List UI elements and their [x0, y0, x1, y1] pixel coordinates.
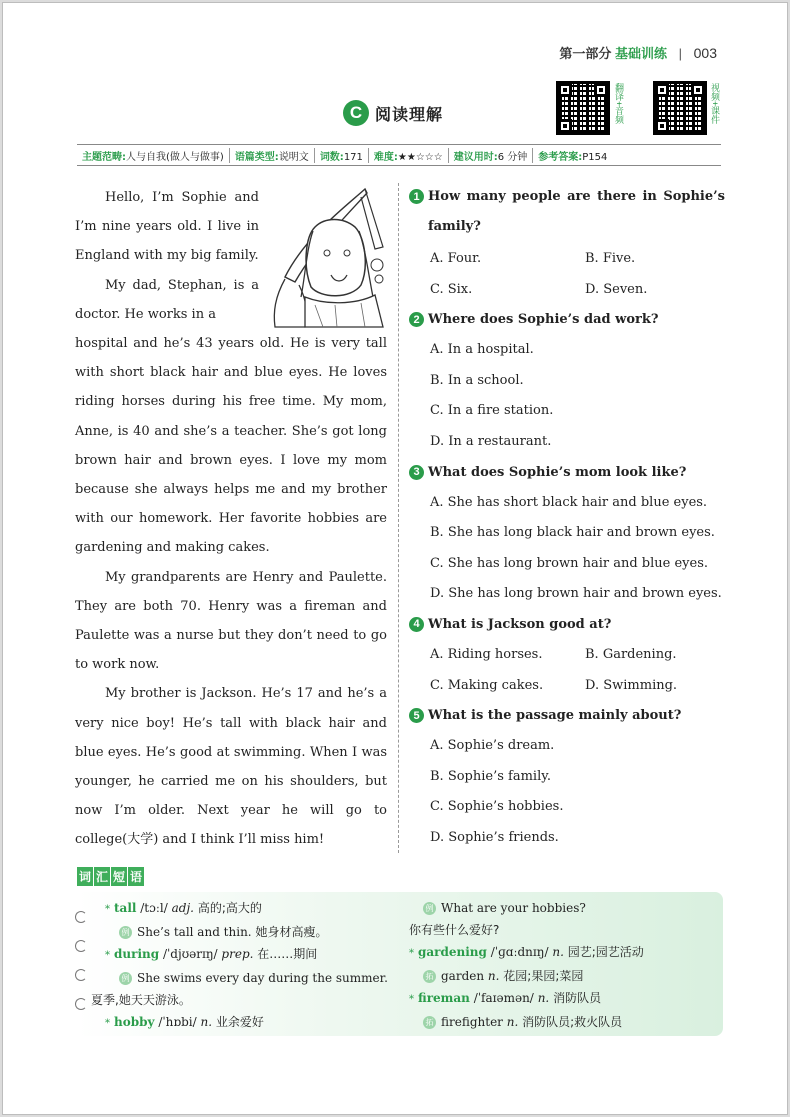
page-number: 003	[693, 45, 717, 61]
option-b[interactable]: B. In a school.	[430, 372, 524, 388]
question-number-icon: 2	[409, 312, 424, 327]
question-2	[409, 305, 725, 457]
section-logo-icon: C	[343, 100, 369, 126]
meta-time: 建议用时:6 分钟	[449, 148, 534, 163]
passage-paragraph-2b: hospital and he’s 43 years old. He is very tall with short black hair and blue eyes. He loves riding horses during his free time. My mom, Anne, is 40 and she’s a teacher. She’s got long brown hair and brown eyes. I love my mom because she always helps me and my brother with our homework. Her favorite hobbies are gardening and making cakes.	[75, 336, 387, 556]
question-5	[409, 701, 725, 853]
vocab-ext-fireman: 拓 firefighter n. 消防队员;救火队员	[409, 1011, 644, 1033]
meta-word-count: 词数:171	[315, 148, 369, 163]
vocab-example-during-zh: 夏季,她天天游泳。	[91, 993, 191, 1007]
question-number-icon: 5	[409, 708, 424, 723]
option-c[interactable]: C. Making cakes.	[430, 677, 544, 693]
binder-ring-icon	[75, 940, 87, 952]
option-b[interactable]: B. Sophie’s family.	[430, 768, 551, 784]
question-4	[409, 610, 725, 701]
vocab-entry-fireman: * fireman /ˈfaɪəmən/ n. 消防队员	[409, 991, 602, 1005]
option-b[interactable]: B. Five.	[585, 251, 636, 266]
question-number-icon: 3	[409, 465, 424, 480]
option-b[interactable]: B. Gardening.	[585, 646, 677, 662]
example-icon: 例	[119, 972, 132, 985]
section-title	[343, 100, 443, 126]
vocab-section-label: 词 汇 短 语	[77, 867, 144, 886]
vocab-example-hobby: 例 What are your hobbies?	[409, 897, 644, 919]
vocab-entry-gardening: * gardening /ˈɡɑːdnɪŋ/ n. 园艺;园艺活动	[409, 945, 644, 959]
vocab-example-tall: 例 She’s tall and thin. 她身材高瘦。	[105, 921, 388, 943]
option-c[interactable]: C. Six.	[430, 281, 473, 297]
vocab-entry-hobby: * hobby /ˈhɒbi/ n. 业余爱好	[105, 1015, 264, 1029]
meta-topic: 主题范畴:人与自我(做人与做事)	[77, 148, 230, 163]
question-number-icon: 1	[409, 189, 424, 204]
vocab-example-during: 例 She swims every day during the summer.	[105, 967, 388, 989]
option-d[interactable]: D. Seven.	[585, 281, 648, 297]
option-d[interactable]: D. In a restaurant.	[430, 433, 552, 449]
question-text: How many people are there in Sophie’s family?	[428, 189, 725, 234]
qr-code-translation[interactable]	[556, 81, 610, 135]
option-a[interactable]: A. Sophie’s dream.	[430, 738, 555, 754]
passage-paragraph-1: Hello, I’m Sophie and I’m nine years old. I live in England with my big family.	[75, 190, 259, 264]
example-icon: 例	[423, 902, 436, 915]
binder-ring-icon	[75, 998, 87, 1010]
binder-ring-icon	[75, 911, 87, 923]
qr-label-translation: 翻译+音频	[614, 83, 624, 125]
section-title-text: 阅读理解	[375, 104, 444, 124]
column-divider	[398, 183, 399, 853]
question-3	[409, 458, 725, 610]
option-c[interactable]: C. She has long brown hair and blue eyes.	[430, 555, 709, 571]
header-section: 基础训练	[614, 46, 667, 61]
header-part: 第一部分	[559, 46, 612, 61]
passage-paragraph-3: My grandparents are Henry and Paulette. They are both 70. Henry was a fireman and Paulette was a nurse but they don’t need to go to work now.	[75, 569, 387, 673]
option-a[interactable]: A. Four.	[430, 251, 482, 266]
qr-label-video: 视频+课件	[710, 83, 720, 125]
vocab-right-column	[409, 897, 644, 1033]
extension-icon: 拓	[423, 970, 436, 983]
girl-illustration	[265, 187, 391, 333]
vocab-ext-gardening: 拓 garden n. 花园;果园;菜园	[409, 965, 644, 987]
vocab-left-column	[91, 897, 388, 1035]
option-d[interactable]: D. She has long brown hair and brown eyes.	[430, 586, 722, 602]
passage-meta-bar	[77, 144, 721, 166]
question-text: What is the passage mainly about?	[428, 708, 682, 724]
meta-answer-ref: 参考答案:P154	[538, 151, 608, 163]
option-d[interactable]: D. Swimming.	[585, 677, 678, 693]
option-c[interactable]: C. Sophie’s hobbies.	[430, 799, 564, 815]
questions-section	[409, 182, 725, 854]
option-a[interactable]: A. Riding horses.	[430, 646, 543, 662]
question-text: What does Sophie’s mom look like?	[428, 464, 687, 480]
meta-difficulty: 难度:★★☆☆☆	[369, 148, 449, 163]
question-text: Where does Sophie’s dad work?	[428, 312, 659, 328]
passage-paragraph-4: My brother is Jackson. He’s 17 and he’s a very nice boy! He’s tall with black hair and blue eyes. He’s good at swimming. When I was younger, he carried me on his shoulders, but now I’m older. Next year he will go to college(大学) and I think I’ll miss him!	[75, 686, 387, 848]
option-c[interactable]: C. In a fire station.	[430, 403, 554, 419]
qr-code-video[interactable]	[653, 81, 707, 135]
question-number-icon: 4	[409, 617, 424, 632]
meta-genre: 语篇类型:说明文	[230, 148, 315, 163]
question-1	[409, 182, 725, 305]
example-icon: 例	[119, 926, 132, 939]
vocab-example-hobby-zh: 你有些什么爱好?	[409, 923, 500, 937]
page	[2, 2, 788, 1115]
binder-ring-icon	[75, 969, 87, 981]
extension-icon: 拓	[423, 1016, 436, 1029]
running-header: 第一部分 基础训练 | 003	[559, 45, 717, 61]
vocab-entry-during: * during /ˈdjʊərɪŋ/ prep. 在……期间	[105, 947, 318, 961]
option-a[interactable]: A. In a hospital.	[430, 342, 534, 358]
option-a[interactable]: A. She has short black hair and blue eyes.	[430, 494, 708, 510]
option-d[interactable]: D. Sophie’s friends.	[430, 829, 559, 845]
vocab-entry-tall: * tall /tɔːl/ adj. 高的;高大的	[105, 901, 262, 915]
question-text: What is Jackson good at?	[428, 616, 612, 632]
option-b[interactable]: B. She has long black hair and brown eyes.	[430, 525, 715, 541]
passage-paragraph-2a: My dad, Stephan, is a doctor. He works in a	[75, 277, 259, 322]
